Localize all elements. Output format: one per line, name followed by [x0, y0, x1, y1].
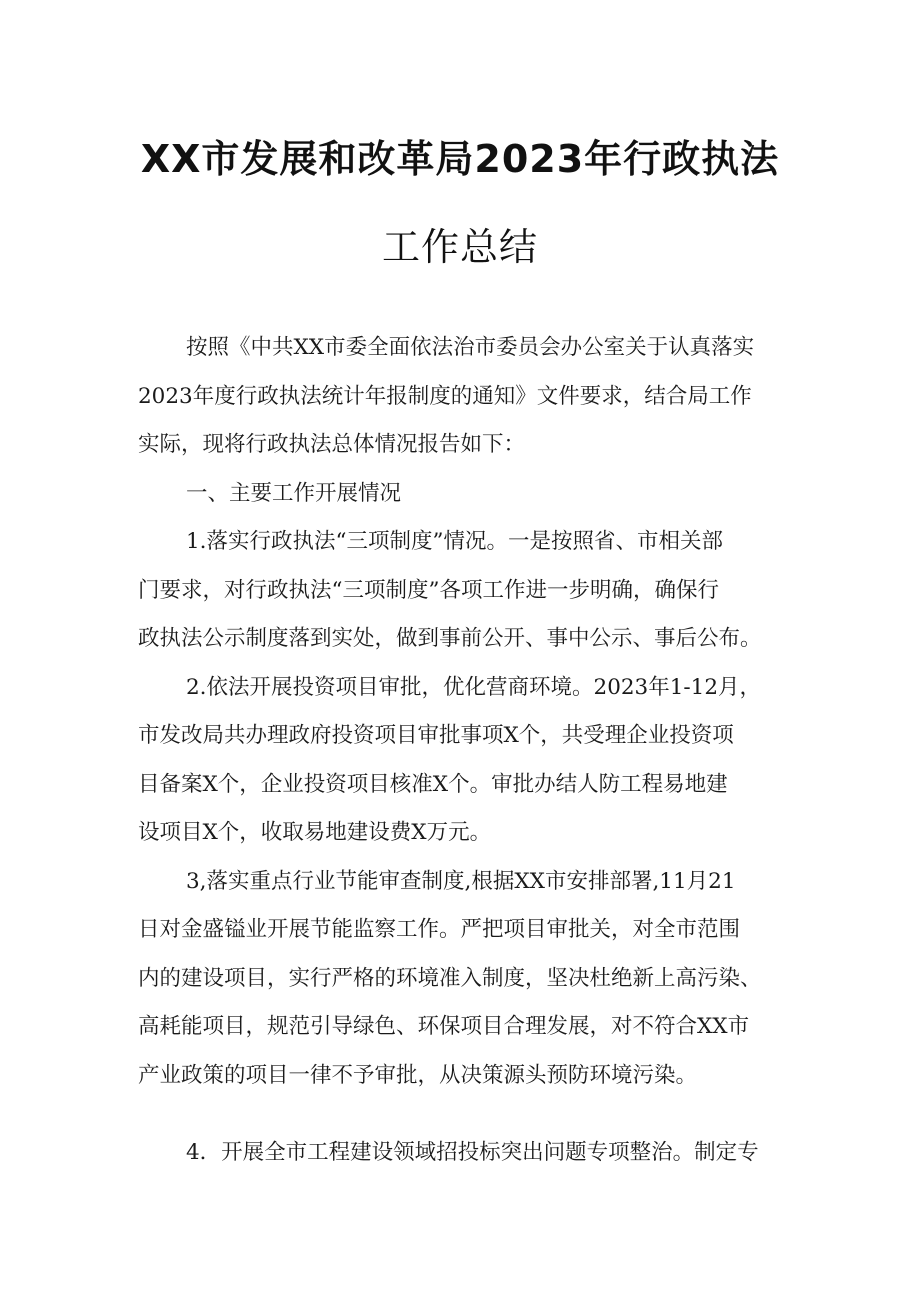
- paragraph-line: 1.落实行政执法“三项制度”情况。一是按照省、市相关部: [186, 529, 723, 554]
- paragraph-line: 产业政策的项目一律不予审批，从决策源头预防环境污染。: [138, 1063, 698, 1088]
- paragraph-line: 设项目X个，收取易地建设费X万元。: [138, 820, 492, 845]
- paragraph-line: 日对金盛镒业开展节能监察工作。严把项目审批关，对全市范围: [138, 917, 741, 942]
- paragraph-line: 门要求，对行政执法“三项制度”各项工作进一步明确，确保行: [138, 578, 719, 603]
- section-heading: 一、主要工作开展情况: [186, 481, 402, 506]
- document-title-line-2: 工作总结: [381, 225, 538, 269]
- paragraph-line: 内的建设项目，实行严格的环境准入制度，坚决杜绝新上高污染、: [138, 966, 762, 991]
- paragraph-line: 2023年度行政执法统计年报制度的通知》文件要求，结合局工作: [138, 384, 752, 409]
- document-title-line-1: XX市发展和改革局2023年行政执法: [140, 137, 780, 181]
- paragraph-line: 4．开展全市工程建设领域招投标突出问题专项整治。制定专: [186, 1140, 759, 1165]
- paragraph-line: 按照《中共XX市委全面依法治市委员会办公室关于认真落实: [186, 335, 755, 360]
- paragraph-line: 实际，现将行政执法总体情况报告如下：: [138, 432, 526, 457]
- paragraph-line: 3,落实重点行业节能审查制度,根据XX市安排部署,11月21: [186, 869, 736, 894]
- paragraph-line: 2.依法开展投资项目审批，优化营商环境。2023年1-12月，: [186, 675, 762, 700]
- paragraph-line: 市发改局共办理政府投资项目审批事项X个，共受理企业投资项: [138, 723, 734, 748]
- paragraph-line: 目备案X个，企业投资项目核准X个。审批办结人防工程易地建: [138, 772, 728, 797]
- paragraph-line: 政执法公示制度落到实处，做到事前公开、事中公示、事后公布。: [138, 626, 762, 651]
- paragraph-line: 高耗能项目，规范引导绿色、环保项目合理发展，对不符合XX市: [138, 1014, 750, 1039]
